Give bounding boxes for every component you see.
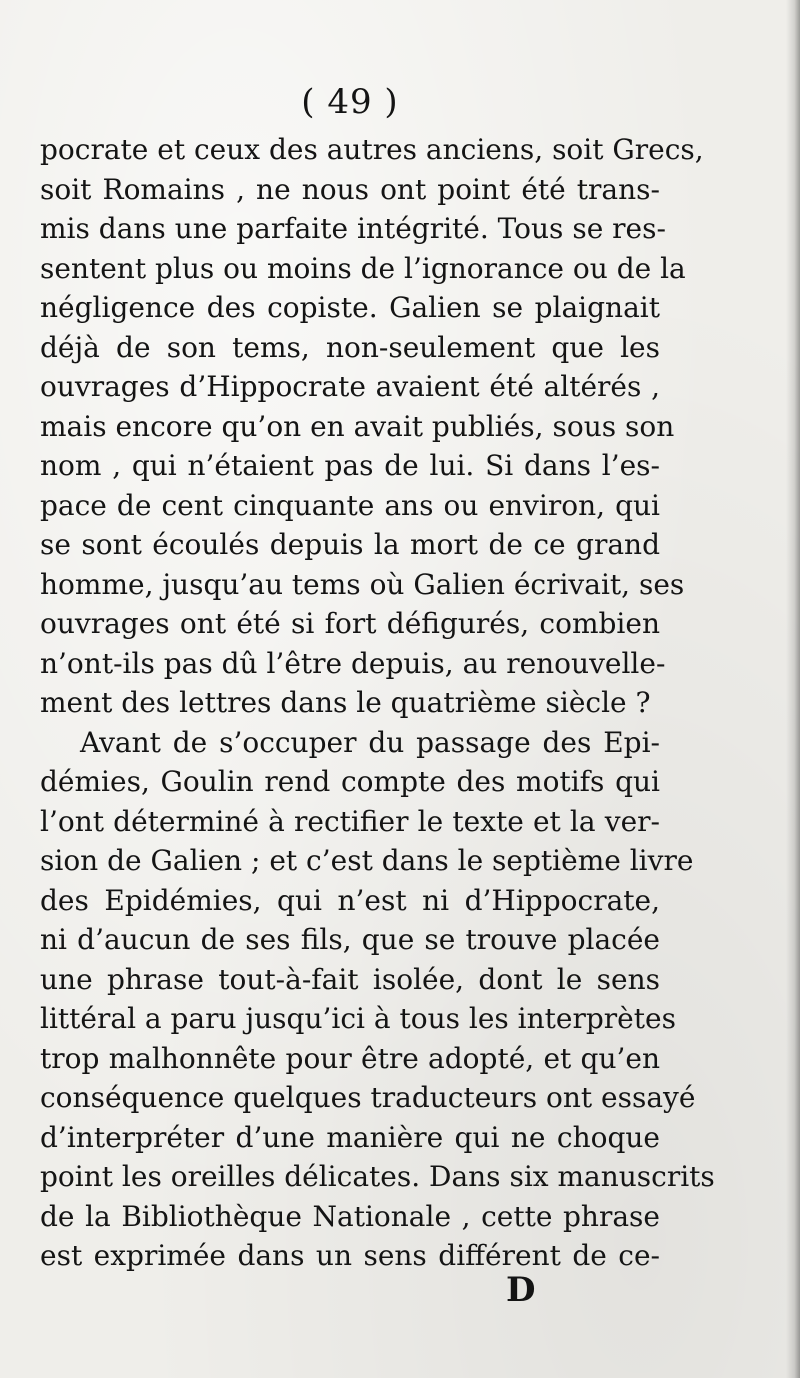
text-line: ouvrages ont été si fort défigurés, combien	[40, 607, 660, 640]
signature-mark: D	[506, 1270, 536, 1310]
text-line: pace de cent cinquante ans ou environ, qui	[40, 488, 660, 522]
text-line: conséquence quelques traducteurs ont essayé	[40, 1081, 696, 1114]
text-line: se sont écoulés depuis la mort de ce grand	[40, 528, 660, 561]
paragraph-start-line: Avant de s’occuper du passage des Epi-	[80, 725, 660, 759]
text-line: des Epidémies, qui n’est ni d’Hippocrate,	[40, 883, 660, 917]
text-line: nom , qui n’étaient pas de lui. Si dans l’es-	[40, 449, 660, 482]
text-line: ni d’aucun de ses fils, que se trouve placée	[40, 923, 660, 956]
page-edge-shadow	[786, 0, 800, 1378]
text-line: d’interpréter d’une manière qui ne choque	[40, 1120, 660, 1154]
text-line: déjà de son tems, non-seulement que les	[40, 330, 660, 364]
text-line: sion de Galien ; et c’est dans le septième livre	[40, 844, 694, 877]
text-line: soit Romains , ne nous ont point été trans-	[40, 172, 660, 206]
text-line: négligence des copiste. Galien se plaignait	[40, 291, 660, 324]
paragraph-end-line: ment des lettres dans le quatrième siècle ?	[40, 686, 651, 719]
text-line: pocrate et ceux des autres anciens, soit Grecs,	[40, 133, 704, 166]
page-number: ( 49 )	[301, 82, 399, 122]
text-line: littéral a paru jusqu’ici à tous les interprètes	[40, 1002, 676, 1035]
text-line: de la Bibliothèque Nationale , cette phrase	[40, 1199, 660, 1233]
text-line: l’ont déterminé à rectifier le texte et la ver-	[40, 804, 660, 838]
text-line: homme, jusqu’au tems où Galien écrivait, ses	[40, 567, 685, 601]
text-line: une phrase tout-à-fait isolée, dont le sens	[40, 962, 660, 996]
text-line: ouvrages d’Hippocrate avaient été altérés ,	[40, 370, 660, 403]
text-line: n’ont-ils pas dû l’être depuis, au renouvelle-	[40, 646, 666, 680]
text-line: sentent plus ou moins de l’ignorance ou de la	[40, 251, 686, 285]
text-line: est exprimée dans un sens différent de ce-	[40, 1239, 660, 1272]
text-line: trop malhonnête pour être adopté, et qu’en	[40, 1041, 660, 1075]
text-line: mais encore qu’on en avait publiés, sous son	[40, 409, 675, 443]
body-text	[40, 130, 715, 1276]
text-line: point les oreilles délicates. Dans six manuscrits	[40, 1160, 715, 1193]
text-line: mis dans une parfaite intégrité. Tous se res-	[40, 212, 666, 245]
text-line: démies, Goulin rend compte des motifs qui	[40, 765, 660, 798]
